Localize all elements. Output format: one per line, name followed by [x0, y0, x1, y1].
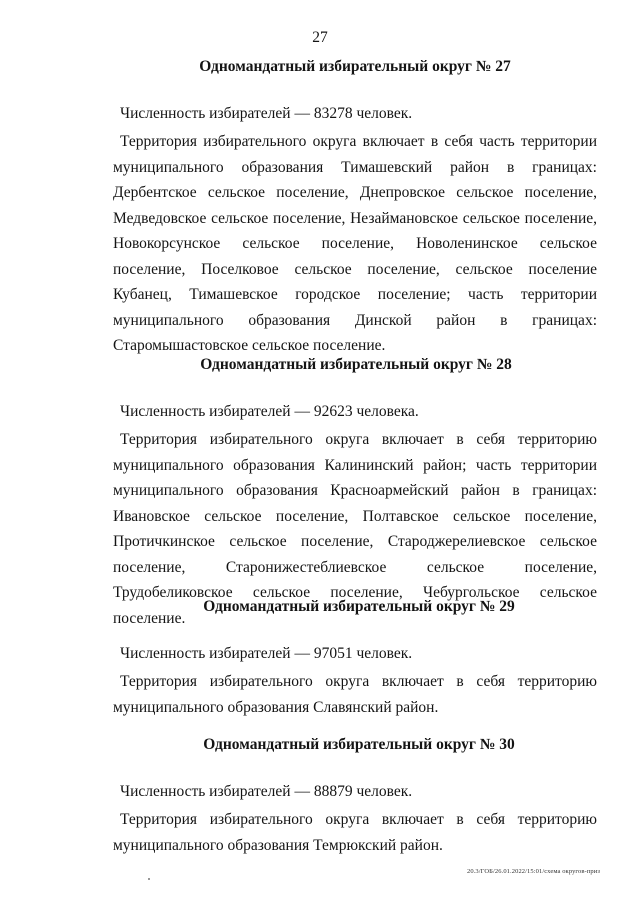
- footer-file-stamp: 20.3/ГОБ/26.01.2022/15:01/схема округов-приз: [466, 868, 600, 875]
- district-28-territory: Территория избирательного округа включает в себя территорию муниципального образования Калининский район; часть территории муниципального образования Красноармейский район в границах: Ивановское сельское поселение, Полтавское сельское поселение, Протичкинское сельское поселение, Староджерелиевское сельское поселение, Старонижестеблиевское сельское поселение, Трудобеликовское сельское поселение, Чебургольское сельское поселение.: [113, 431, 597, 627]
- district-28-section: [113, 355, 597, 631]
- district-30-voters: Численность избирателей — 88879 человек.: [120, 783, 413, 800]
- district-27-territory: Территория избирательного округа включает в себя часть территории муниципального образования Тимашевский район в границах: Дербентское сельское поселение, Днепровское сельское поселение, Медведовское сельское поселение, Незаймановское сельское поселение, Новокорсунское сельское поселение, Новоленинское сельское поселение, Поселковое сельское поселение, сельское поселение Кубанец, Тимашевское городское поселение; часть территории муниципального образования Динской район в границах: Старомышастовское сельское поселение.: [113, 133, 597, 354]
- district-28-title: Одномандатный избирательный округ № 28: [200, 356, 512, 373]
- page-number: 27: [312, 29, 328, 46]
- district-30-territory: Территория избирательного округа включает в себя территорию муниципального образования Темрюкский район.: [113, 811, 597, 854]
- district-30-section: [113, 735, 597, 858]
- district-29-territory: Территория избирательного округа включает в себя территорию муниципального образования Славянский район.: [113, 673, 597, 716]
- district-30-title: Одномандатный избирательный округ № 30: [203, 736, 515, 753]
- district-28-voters: Численность избирателей — 92623 человека.: [120, 403, 419, 420]
- district-29-voters: Численность избирателей — 97051 человек.: [120, 645, 413, 662]
- district-29-section: [113, 597, 597, 720]
- district-27-voters: Численность избирателей — 83278 человек.: [120, 105, 413, 122]
- scan-artifact: [148, 878, 150, 880]
- district-27-section: [113, 57, 597, 359]
- district-27-title: Одномандатный избирательный округ № 27: [199, 58, 511, 75]
- district-29-title: Одномандатный избирательный округ № 29: [203, 598, 515, 615]
